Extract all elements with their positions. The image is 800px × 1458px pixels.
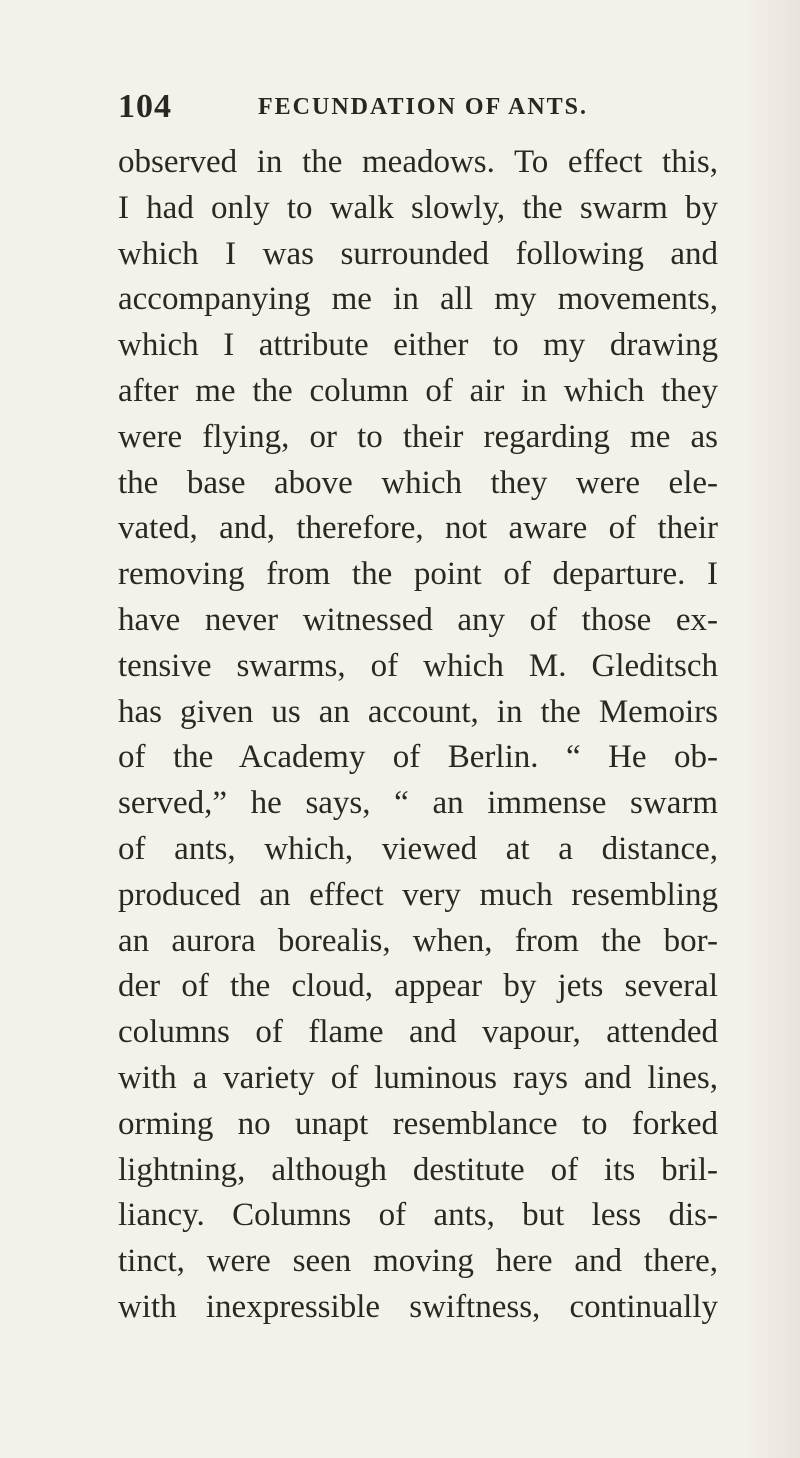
text-line: of the Academy of Berlin. “ He ob- (118, 739, 718, 776)
text-line: observed in the meadows. To effect this, (118, 144, 718, 180)
text-line: after me the column of air in which they (118, 372, 718, 409)
text-line: have never witnessed any of those ex- (118, 601, 718, 638)
text-line: the base above which they were ele- (118, 464, 718, 501)
text-line: of ants, which, viewed at a distance, (118, 830, 718, 867)
text-line: der of the cloud, appear by jets several (118, 968, 718, 1005)
text-line: columns of flame and vapour, attended (118, 1014, 718, 1051)
running-head: FECUNDATION OF ANTS. (258, 94, 589, 120)
page-number: 104 (118, 88, 172, 125)
text-line: has given us an account, in the Memoirs (118, 693, 718, 730)
text-line: produced an effect very much resembling (118, 876, 718, 913)
text-line: served,” he says, “ an immense swarm (118, 785, 718, 822)
text-line: tensive swarms, of which M. Gleditsch (118, 647, 718, 684)
text-line: which I attribute either to my drawing (118, 327, 718, 364)
text-line: liancy. Columns of ants, but less dis- (118, 1197, 718, 1234)
text-line: orming no unapt resemblance to forked (118, 1105, 718, 1142)
page-header (118, 88, 718, 128)
text-line: lightning, although destitute of its bril- (118, 1151, 718, 1188)
text-line: tinct, were seen moving here and there, (118, 1243, 718, 1280)
text-line: with inexpressible swiftness, continually (118, 1288, 718, 1325)
text-line: I had only to walk slowly, the swarm by (118, 189, 718, 226)
text-line: vated, and, therefore, not aware of their (118, 510, 718, 547)
text-line: removing from the point of departure. I (118, 556, 718, 593)
text-line: which I was surrounded following and (118, 235, 718, 272)
body-text (118, 140, 718, 1331)
text-line: an aurora borealis, when, from the bor- (118, 922, 718, 959)
text-line: with a variety of luminous rays and lines, (118, 1059, 718, 1096)
text-line: were flying, or to their regarding me as (118, 418, 718, 455)
text-line: accompanying me in all my movements, (118, 281, 718, 318)
